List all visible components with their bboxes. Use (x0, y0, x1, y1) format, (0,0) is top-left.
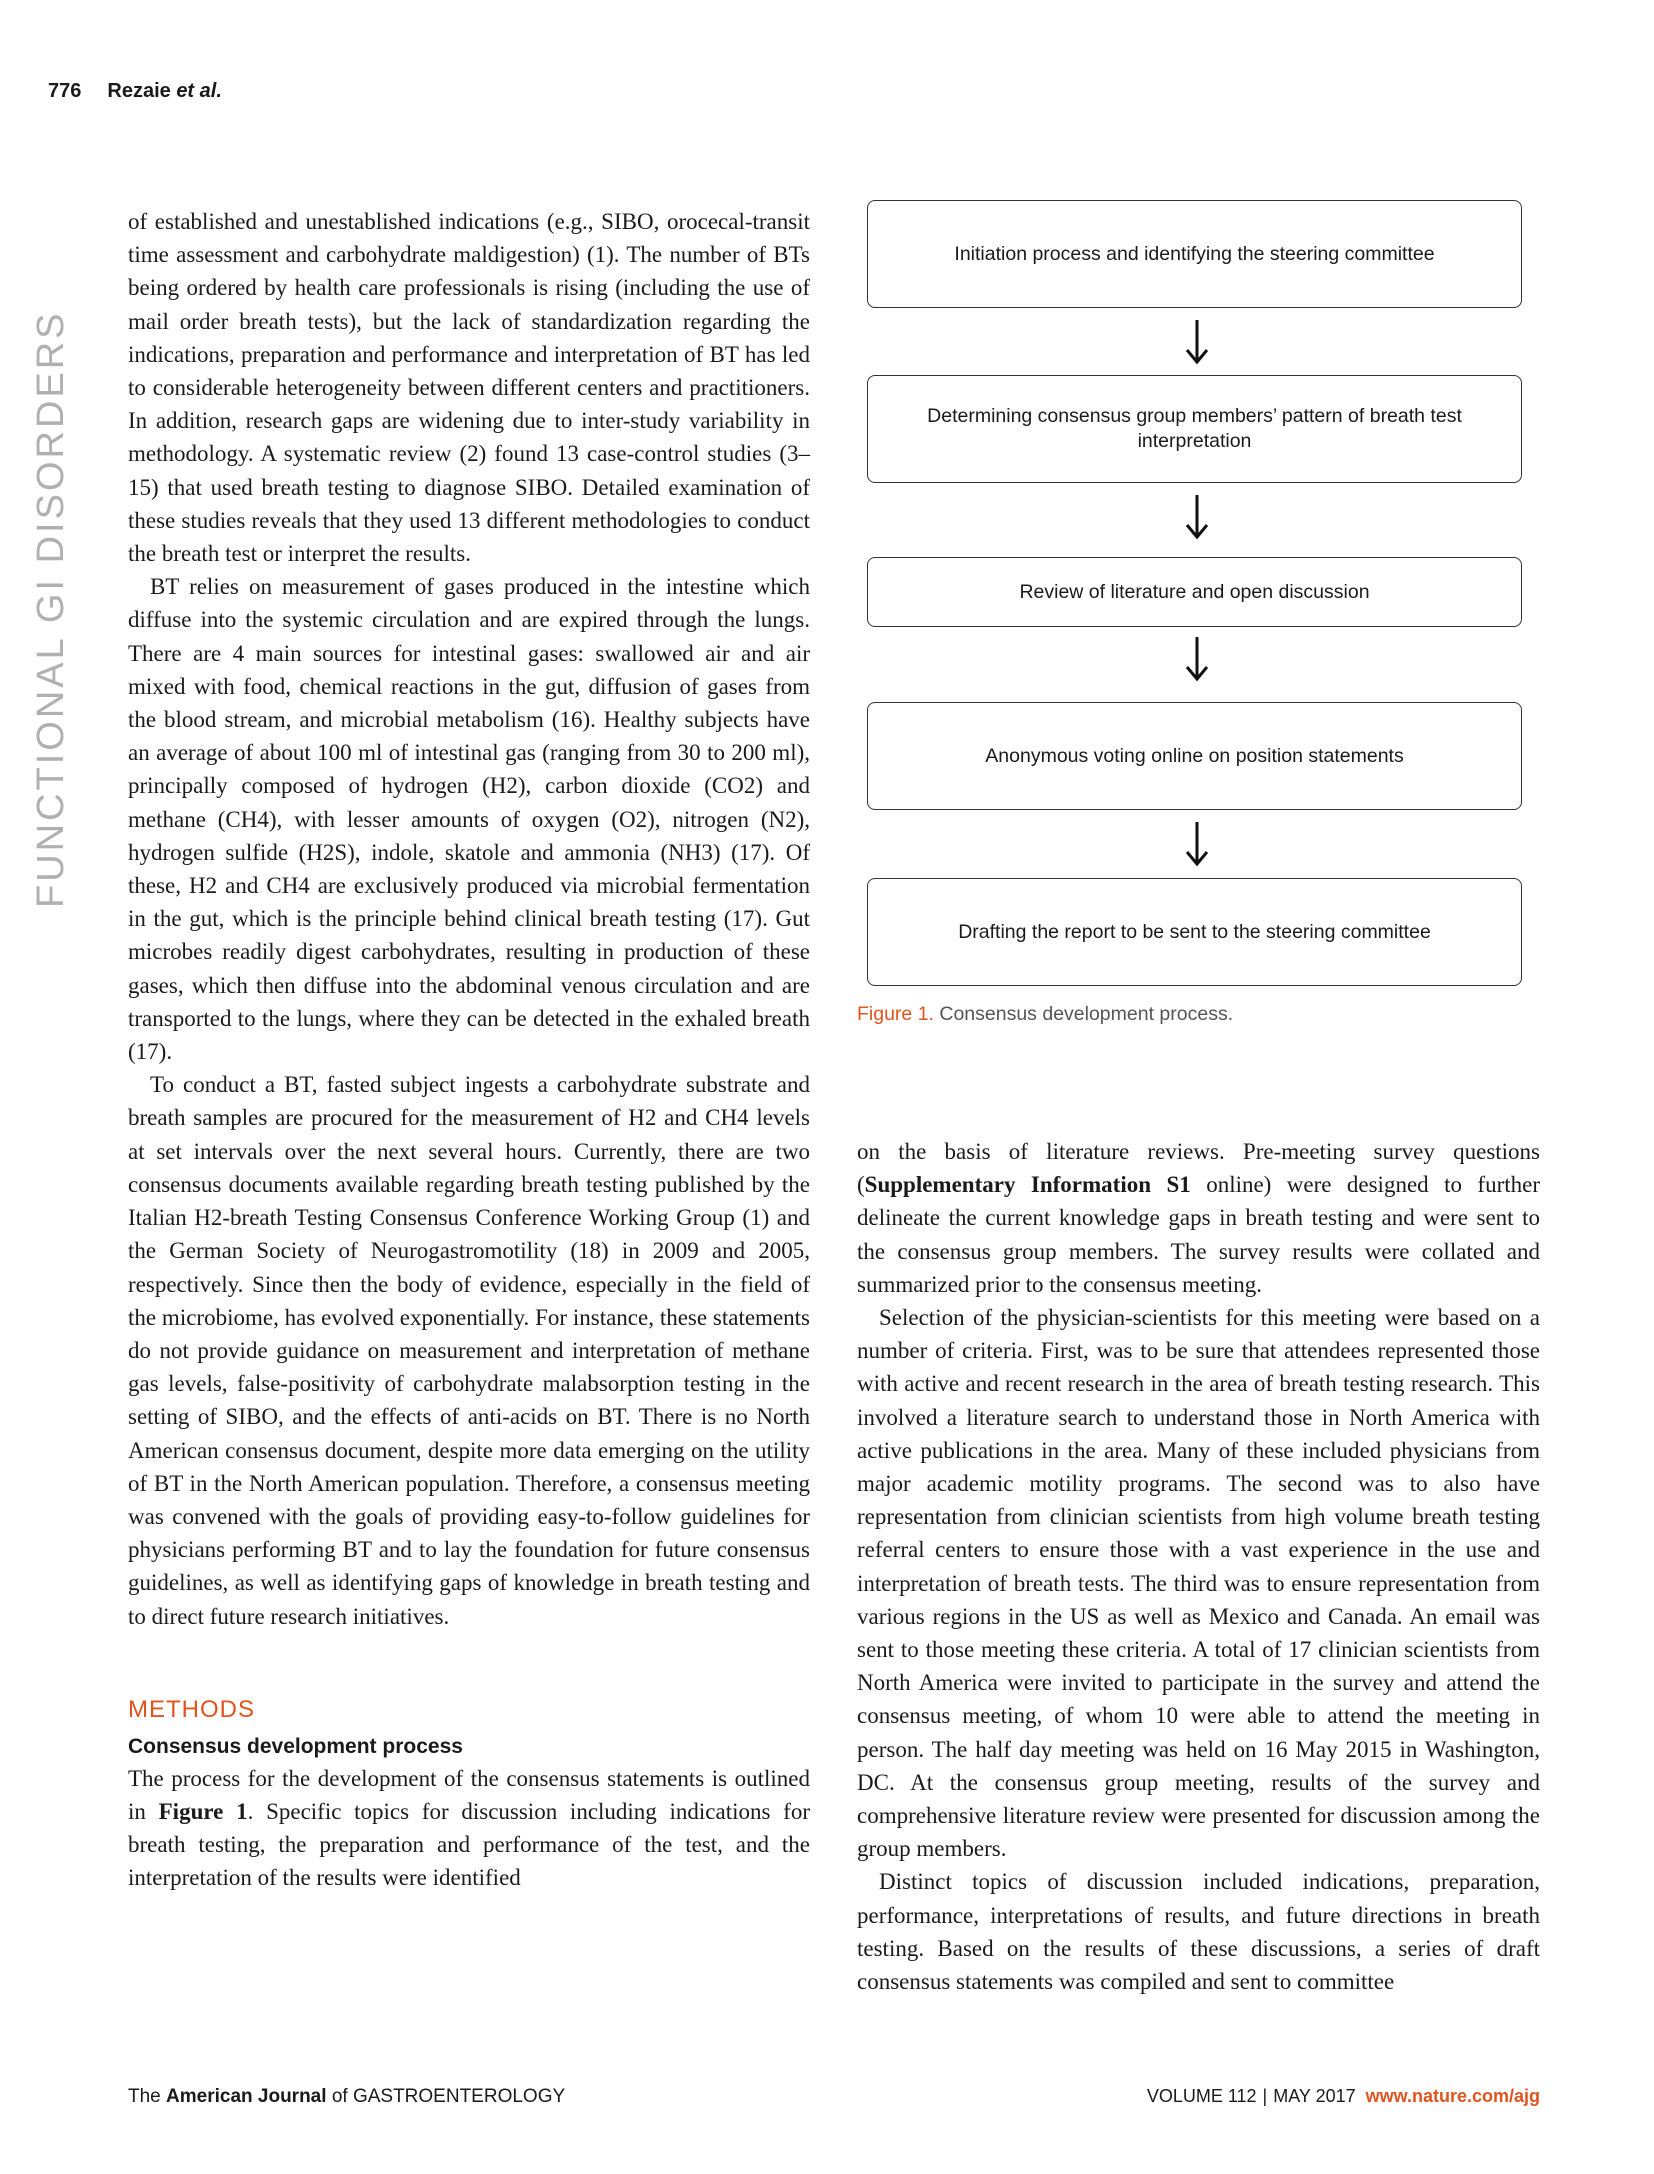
page-number: 776 (48, 80, 82, 102)
flow-step-3: Review of literature and open discussion (867, 557, 1522, 627)
author-names: Rezaie (107, 80, 171, 102)
issue-footer: VOLUME 112 | MAY 2017 www.nature.com/ajg (1146, 2086, 1540, 2106)
side-label-text: FUNCTIONAL GI DISORDERS (30, 310, 72, 908)
left-paragraph-1: of established and unestablished indications (e.g., SIBO, orocecal-transit time assessment and carbohydrate maldigestion) (1). The number of BTs being ordered by health care professionals is rising (including the use of mail order breath tests), but the lack of standardization regarding the indications, preparation and performance and interpretation of BT has led to considerable heterogeneity between different centers and practitioners. In addition, research gaps are widening due to inter-study variability in methodology. A systematic review (2) found 13 case-control studies (3–15) that used breath testing to diagnose SIBO. Detailed examination of these studies reveals that they used 13 different methodologies to conduct the breath test or interpret the results. (128, 209, 810, 567)
et-al: et al. (176, 80, 222, 102)
flow-step-2: Determining consensus group members’ pattern of breath test interpretation (867, 375, 1522, 483)
right-paragraph-3: Distinct topics of discussion included indications, preparation, performance, interpretations of results, and future directions in breath testing. Based on the results of these discussions, a series of draft consensus statements was compiled and sent to committee (857, 1869, 1540, 1995)
p4-text-a: The process for the development of the consensus statements is outlined in (128, 1765, 810, 1824)
flow-step-4: Anonymous voting online on position statements (867, 702, 1522, 810)
down-arrow-icon (1185, 822, 1209, 868)
right-paragraph-1 (857, 1135, 1540, 1301)
methods-heading: METHODS (128, 1695, 255, 1723)
running-header (48, 80, 222, 103)
down-arrow-icon (1185, 495, 1209, 541)
section-side-label (30, 310, 72, 908)
left-column (128, 205, 810, 1895)
footer-volume: VOLUME 112 (1146, 2086, 1257, 2106)
p4-text-b: . Specific topics for discussion including indications for breath testing, the preparation and performance of the test, and the interpretation of the results were identified (128, 1798, 811, 1891)
left-paragraph-2: BT relies on measurement of gases produced in the intestine which diffuse into the systemic circulation and are expired through the lungs. There are 4 main sources for intestinal gases: swallowed air and air mixed with food, chemical reactions in the gut, diffusion of gases from the blood stream, and microbial metabolism (16). Healthy subjects have an average of about 100 ml of intestinal gas (ranging from 30 to 200 ml), principally composed of hydrogen (H2), carbon dioxide (CO2) and methane (CH4), with lesser amounts of oxygen (O2), nitrogen (N2), hydrogen sulfide (H2S), indole, skatole and ammonia (NH3) (17). Of these, H2 and CH4 are exclusively produced via microbial fermentation in the gut, which is the principle behind clinical breath testing (17). Gut microbes readily digest carbohydrates, resulting in production of these gases, which then diffuse into the abdominal venous circulation and are transported to the lungs, where they can be detected in the exhaled breath (17). (128, 574, 810, 1065)
footer-of: of (331, 2086, 348, 2107)
right-paragraph-2: Selection of the physician-scientists for this meeting were based on a number of criteria. First, was to be sure that attendees represented those with active and recent research in the area of breath testing research. This involved a literature search to understand those in North America with active publications in the area. Many of these included physicians from major academic motility programs. The second was to also have representation from clinician scientists from high volume breath testing referral centers to ensure those with a vast experience in the use and interpretation of breath tests. The third was to ensure representation from various regions in the US as well as Mexico and Canada. An email was sent to those meeting these criteria. A total of 17 clinician scientists from North America were invited to participate in the survey and attend the consensus meeting, of whom 10 were able to attend the meeting in person. The half day meeting was held on 16 May 2015 in Washington, DC. At the consensus group meeting, results of the survey and comprehensive literature review were presented for discussion among the group members. (857, 1305, 1540, 1862)
flow-step-5: Drafting the report to be sent to the steering committee (867, 878, 1522, 986)
footer-url-link[interactable]: www.nature.com/ajg (1365, 2086, 1540, 2106)
footer-journal-bold: American Journal (166, 2086, 327, 2107)
journal-footer (128, 2086, 565, 2108)
caption-label: Figure 1. (857, 1003, 934, 1025)
r-p1-text-a: on the basis of literature reviews. Pre-meeting survey questions ( (857, 1139, 1540, 1198)
footer-journal-rest: GASTROENTEROLOGY (352, 2086, 566, 2107)
consensus-subheading: Consensus development process (128, 1734, 463, 1758)
footer-date: MAY 2017 (1273, 2086, 1356, 2106)
footer-the: The (128, 2086, 161, 2107)
supplementary-reference[interactable]: Supplementary Information S1 (864, 1172, 1191, 1198)
figure-reference[interactable]: Figure 1 (158, 1798, 248, 1824)
figure-caption (857, 1003, 1233, 1026)
caption-text: Consensus development process. (939, 1003, 1234, 1025)
right-column (857, 1135, 1540, 1998)
down-arrow-icon (1185, 637, 1209, 683)
left-paragraph-4 (128, 1762, 810, 1895)
down-arrow-icon (1185, 320, 1209, 366)
r-p1-text-b: online) were designed to further delineate the current knowledge gaps in breath testing and were sent to the consensus group members. The survey results were collated and summarized prior to the consensus meeting. (857, 1172, 1540, 1297)
left-paragraph-3: To conduct a BT, fasted subject ingests a carbohydrate substrate and breath samples are procured for the measurement of H2 and CH4 levels at set intervals over the next several hours. Currently, there are two consensus documents available regarding breath testing published by the Italian H2-breath Testing Consensus Conference Working Group (1) and the German Society of Neurogastromotility (18) in 2009 and 2005, respectively. Since then the body of evidence, especially in the field of the microbiome, has evolved exponentially. For instance, these statements do not provide guidance on measurement and interpretation of methane gas levels, false-positivity of carbohydrate malabsorption testing in the setting of SIBO, and the effects of anti-acids on BT. There is no North American consensus document, despite more data emerging on the utility of BT in the North American population. Therefore, a consensus meeting was convened with the goals of providing easy-to-follow guidelines for physicians performing BT and to lay the foundation for future consensus guidelines, as well as identifying gaps of knowledge in breath testing and to direct future research initiatives. (128, 1072, 810, 1629)
flow-step-1: Initiation process and identifying the steering committee (867, 200, 1522, 308)
